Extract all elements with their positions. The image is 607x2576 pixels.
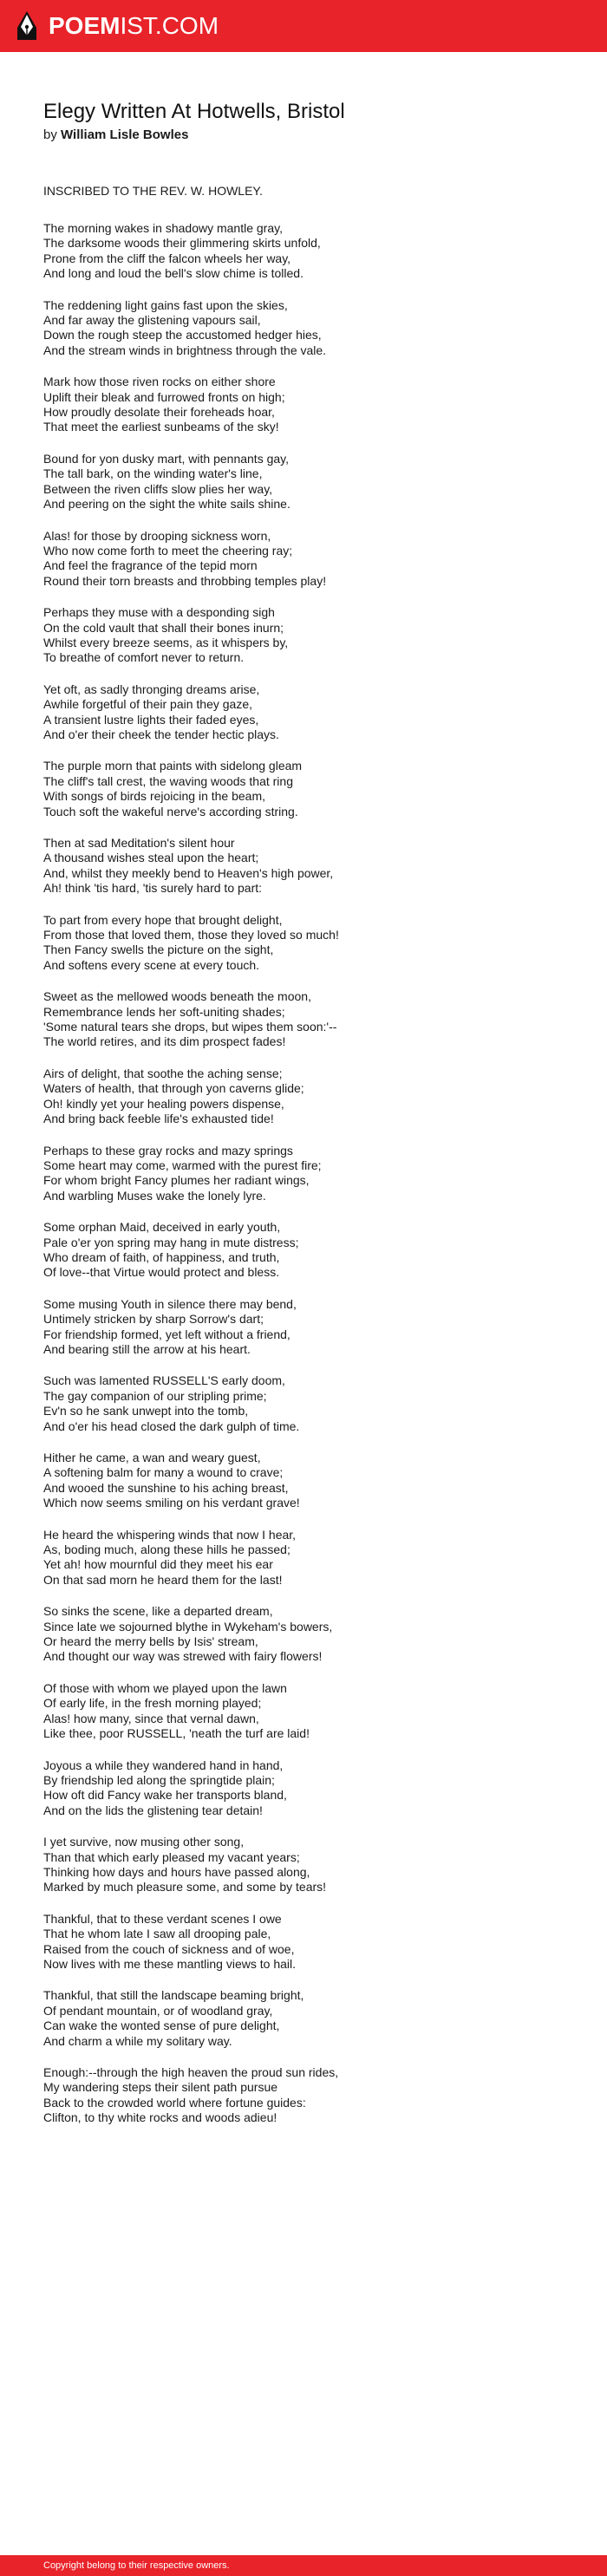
poem-line: Than that which early pleased my vacant years; [43, 1849, 300, 1864]
poem-line: The purple morn that paints with sidelong gleam [43, 759, 303, 773]
poem-line: Such was lamented RUSSELL'S early doom, [43, 1373, 285, 1388]
poem-stanza [43, 452, 581, 512]
poem-title: Elegy Written At Hotwells, Bristol [43, 100, 345, 123]
poem-stanza [43, 1681, 581, 1742]
poem-line: Who dream of faith, of happiness, and truth, [43, 1249, 280, 1264]
poem-stanza [43, 1528, 581, 1588]
poem-line: Remembrance lends her soft-uniting shades; [43, 1004, 285, 1019]
poem-line: Thinking how days and hours have passed along, [43, 1864, 310, 1879]
poem-line: Alas! how many, since that vernal dawn, [43, 1711, 259, 1725]
poem-line: Can wake the wonted sense of pure delight, [43, 2018, 280, 2033]
poem-line: Pale o'er yon spring may hang in mute distress; [43, 1235, 299, 1249]
poem-line: As, boding much, along these hills he passed; [43, 1542, 290, 1557]
poem-line: Raised from the couch of sickness and of woe, [43, 1941, 295, 1956]
poem-line: And o'er their cheek the tender hectic plays. [43, 727, 279, 741]
poem-line: Alas! for those by drooping sickness worn, [43, 528, 271, 543]
site-logo[interactable] [16, 10, 219, 42]
poem-byline [43, 127, 581, 144]
poem-line: Of love--that Virtue would protect and bless. [43, 1265, 280, 1280]
poem-line: And o'er his head closed the dark gulph of time. [43, 1418, 300, 1433]
poem-line: Then Fancy swells the picture on the sight, [43, 942, 274, 957]
poem-line: Awhile forgetful of their pain they gaze, [43, 697, 253, 712]
poem-stanza [43, 759, 581, 819]
poem-line: And, whilst they meekly bend to Heaven's high power, [43, 865, 334, 880]
poem-line: By friendship led along the springtide plain; [43, 1772, 275, 1787]
poem-line: And bearing still the arrow at his heart. [43, 1341, 251, 1356]
poem-line: And charm a while my solitary way. [43, 2033, 232, 2048]
poem-line: And far away the glistening vapours sail, [43, 313, 261, 328]
poem-line: Ah! think 'tis hard, 'tis surely hard to part: [43, 881, 263, 896]
poem-line: Uplift their bleak and furrowed fronts on high; [43, 389, 285, 404]
poem-line: How oft did Fancy wake her transports bland, [43, 1788, 287, 1803]
poem-line: Prone from the cliff the falcon wheels her way, [43, 251, 291, 265]
poem-line: And the stream winds in brightness through the vale. [43, 342, 327, 357]
poem-line: Then at sad Meditation's silent hour [43, 836, 235, 850]
poem-line: The tall bark, on the winding water's line, [43, 466, 263, 481]
poem-line: And softens every scene at every touch. [43, 957, 260, 972]
fountain-pen-nib-icon [16, 10, 38, 42]
poem-line: Touch soft the wakeful nerve's according string. [43, 804, 298, 818]
poem-line: That he whom late I saw all drooping pale, [43, 1927, 271, 1941]
poem-line: Which now seems smiling on his verdant grave! [43, 1496, 300, 1510]
poem-line: To part from every hope that brought delight, [43, 912, 283, 927]
poem-dedication: INSCRIBED TO THE REV. W. HOWLEY. [43, 184, 263, 198]
poem-line: Joyous a while they wandered hand in hand, [43, 1758, 284, 1772]
poem-line: And bring back feeble life's exhausted tide! [43, 1112, 274, 1126]
poem-stanza [43, 2065, 581, 2126]
site-brand-name [49, 10, 219, 42]
poem-stanza [43, 298, 581, 359]
poem-stanza [43, 1912, 581, 1973]
poem-line: The darksome woods their glimmering skirts unfold, [43, 236, 321, 251]
poem-stanza [43, 529, 581, 590]
poem-line: Mark how those riven rocks on either shore [43, 375, 276, 389]
poem-line: So sinks the scene, like a departed dream, [43, 1604, 273, 1619]
poem-line: A thousand wishes steal upon the heart; [43, 851, 259, 865]
poem-line: And wooed the sunshine to his aching breast, [43, 1480, 289, 1495]
poem-line: Clifton, to thy white rocks and woods adieu! [43, 2110, 277, 2125]
poem-line: The world retires, and its dim prospect fades! [43, 1034, 286, 1049]
poem-stanza [43, 1835, 581, 1895]
poem-stanza [43, 989, 581, 1050]
poem-line: Since late we sojourned blythe in Wykeham's bowers, [43, 1619, 333, 1634]
poem-line: Thankful, that to these verdant scenes I owe [43, 1911, 282, 1926]
poem-line: Perhaps they muse with a desponding sigh [43, 605, 275, 620]
poem-line: And peering on the sight the white sails shine. [43, 497, 290, 512]
poem-line: Or heard the merry bells by Isis' stream, [43, 1634, 258, 1649]
author-link[interactable]: William Lisle Bowles [61, 127, 189, 142]
poem-stanza [43, 375, 581, 435]
poem-line: And feel the fragrance of the tepid morn [43, 558, 258, 573]
poem-line: On that sad morn he heard them for the last! [43, 1572, 283, 1587]
poem-stanza [43, 1297, 581, 1358]
poem-line: That meet the earliest sunbeams of the sky! [43, 420, 279, 434]
poem-stanza [43, 682, 581, 743]
poem-line: Of those with whom we played upon the lawn [43, 1680, 287, 1695]
poem-stanza [43, 1373, 581, 1434]
poem-line: Ev'n so he sank unwept into the tomb, [43, 1404, 249, 1418]
poem-stanza [43, 836, 581, 897]
poem-line: He heard the whispering winds that now I hear, [43, 1527, 297, 1542]
poem-line: Round their torn breasts and throbbing temples play! [43, 573, 327, 588]
poem-content [43, 99, 581, 2142]
poem-line: The morning wakes in shadowy mantle gray, [43, 221, 283, 235]
poem-line: Waters of health, that through yon caverns glide; [43, 1081, 304, 1096]
poem-stanza [43, 1758, 581, 1819]
poem-stanza [43, 1604, 581, 1665]
poem-line: I yet survive, now musing other song, [43, 1835, 245, 1849]
poem-line: Bound for yon dusky mart, with pennants gay, [43, 451, 290, 466]
poem-line: With songs of birds rejoicing in the beam, [43, 789, 266, 804]
poem-stanza [43, 1066, 581, 1127]
poem-line: From those that loved them, those they loved so much! [43, 928, 339, 942]
poem-line: To breathe of comfort never to return. [43, 650, 245, 665]
poem-stanza [43, 1144, 581, 1204]
poem-line: Now lives with me these mantling views to hail. [43, 1956, 297, 1971]
copyright-notice: Copyright belong to their respective owners. [43, 2560, 230, 2571]
poem-line: And thought our way was strewed with fairy flowers! [43, 1649, 323, 1664]
by-label: by [43, 127, 57, 142]
poem-line: The gay companion of our stripling prime; [43, 1388, 267, 1403]
brand-bold: POEM [49, 12, 121, 39]
poem-line: And on the lids the glistening tear detain! [43, 1803, 263, 1817]
poem-line: Enough:--through the high heaven the proud sun rides, [43, 2065, 339, 2079]
site-footer [0, 2555, 607, 2576]
poem-line: Like thee, poor RUSSELL, 'neath the turf are laid! [43, 1726, 310, 1741]
poem-line: Marked by much pleasure some, and some by tears! [43, 1880, 327, 1895]
poem-line: Yet ah! how mournful did they meet his ear [43, 1557, 273, 1572]
poem-line: Thankful, that still the landscape beaming bright, [43, 1988, 304, 2003]
poem-stanza [43, 1451, 581, 1511]
poem-line: Whilst every breeze seems, as it whispers by, [43, 635, 289, 649]
poem-line: 'Some natural tears she drops, but wipes them soon:'-- [43, 1020, 337, 1034]
poem-line: A transient lustre lights their faded eyes, [43, 712, 259, 727]
poem-line: My wandering steps their silent path pursue [43, 2080, 278, 2095]
poem-line: On the cold vault that shall their bones inurn; [43, 620, 284, 635]
site-header [0, 0, 607, 52]
poem-line: Untimely stricken by sharp Sorrow's dart; [43, 1312, 264, 1327]
poem-line: Between the riven cliffs slow plies her way, [43, 481, 273, 496]
poem-stanza [43, 1988, 581, 2049]
poem-line: A softening balm for many a wound to crave; [43, 1465, 284, 1480]
poem-stanza [43, 221, 581, 282]
poem-line: Sweet as the mellowed woods beneath the moon, [43, 989, 311, 1004]
poem-line: Hither he came, a wan and weary guest, [43, 1451, 261, 1464]
poem-stanza [43, 605, 581, 666]
poem-line: Yet oft, as sadly thronging dreams arise, [43, 681, 260, 696]
poem-line: And long and loud the bell's slow chime is tolled. [43, 266, 304, 281]
poem-line: The cliff's tall crest, the waving woods that ring [43, 773, 293, 788]
poem-line: Some musing Youth in silence there may bend, [43, 1296, 297, 1311]
poem-line: And warbling Muses wake the lonely lyre. [43, 1188, 266, 1203]
poem-line: For friendship formed, yet left without a friend, [43, 1327, 290, 1341]
poem-line: The reddening light gains fast upon the skies, [43, 297, 288, 312]
poem-body [43, 221, 581, 2126]
poem-line: Of pendant mountain, or of woodland gray, [43, 2003, 273, 2018]
poem-line: Back to the crowded world where fortune guides: [43, 2095, 306, 2110]
poem-stanza [43, 1220, 581, 1281]
poem-line: Airs of delight, that soothe the aching sense; [43, 1066, 283, 1080]
poem-line: For whom bright Fancy plumes her radiant wings, [43, 1173, 310, 1188]
poem-line: Down the rough steep the accustomed hedger hies, [43, 328, 322, 342]
poem-line: Of early life, in the fresh morning played; [43, 1696, 262, 1711]
poem-line: Who now come forth to meet the cheering ray; [43, 543, 293, 558]
poem-stanza [43, 913, 581, 974]
poem-line: How proudly desolate their foreheads hoar, [43, 405, 275, 420]
brand-rest: IST.COM [120, 12, 219, 39]
poem-line: Some orphan Maid, deceived in early youth, [43, 1220, 281, 1235]
poem-line: Perhaps to these gray rocks and mazy springs [43, 1143, 293, 1158]
poem-line: Oh! kindly yet your healing powers dispense, [43, 1096, 284, 1111]
poem-line: Some heart may come, warmed with the purest fire; [43, 1158, 322, 1172]
